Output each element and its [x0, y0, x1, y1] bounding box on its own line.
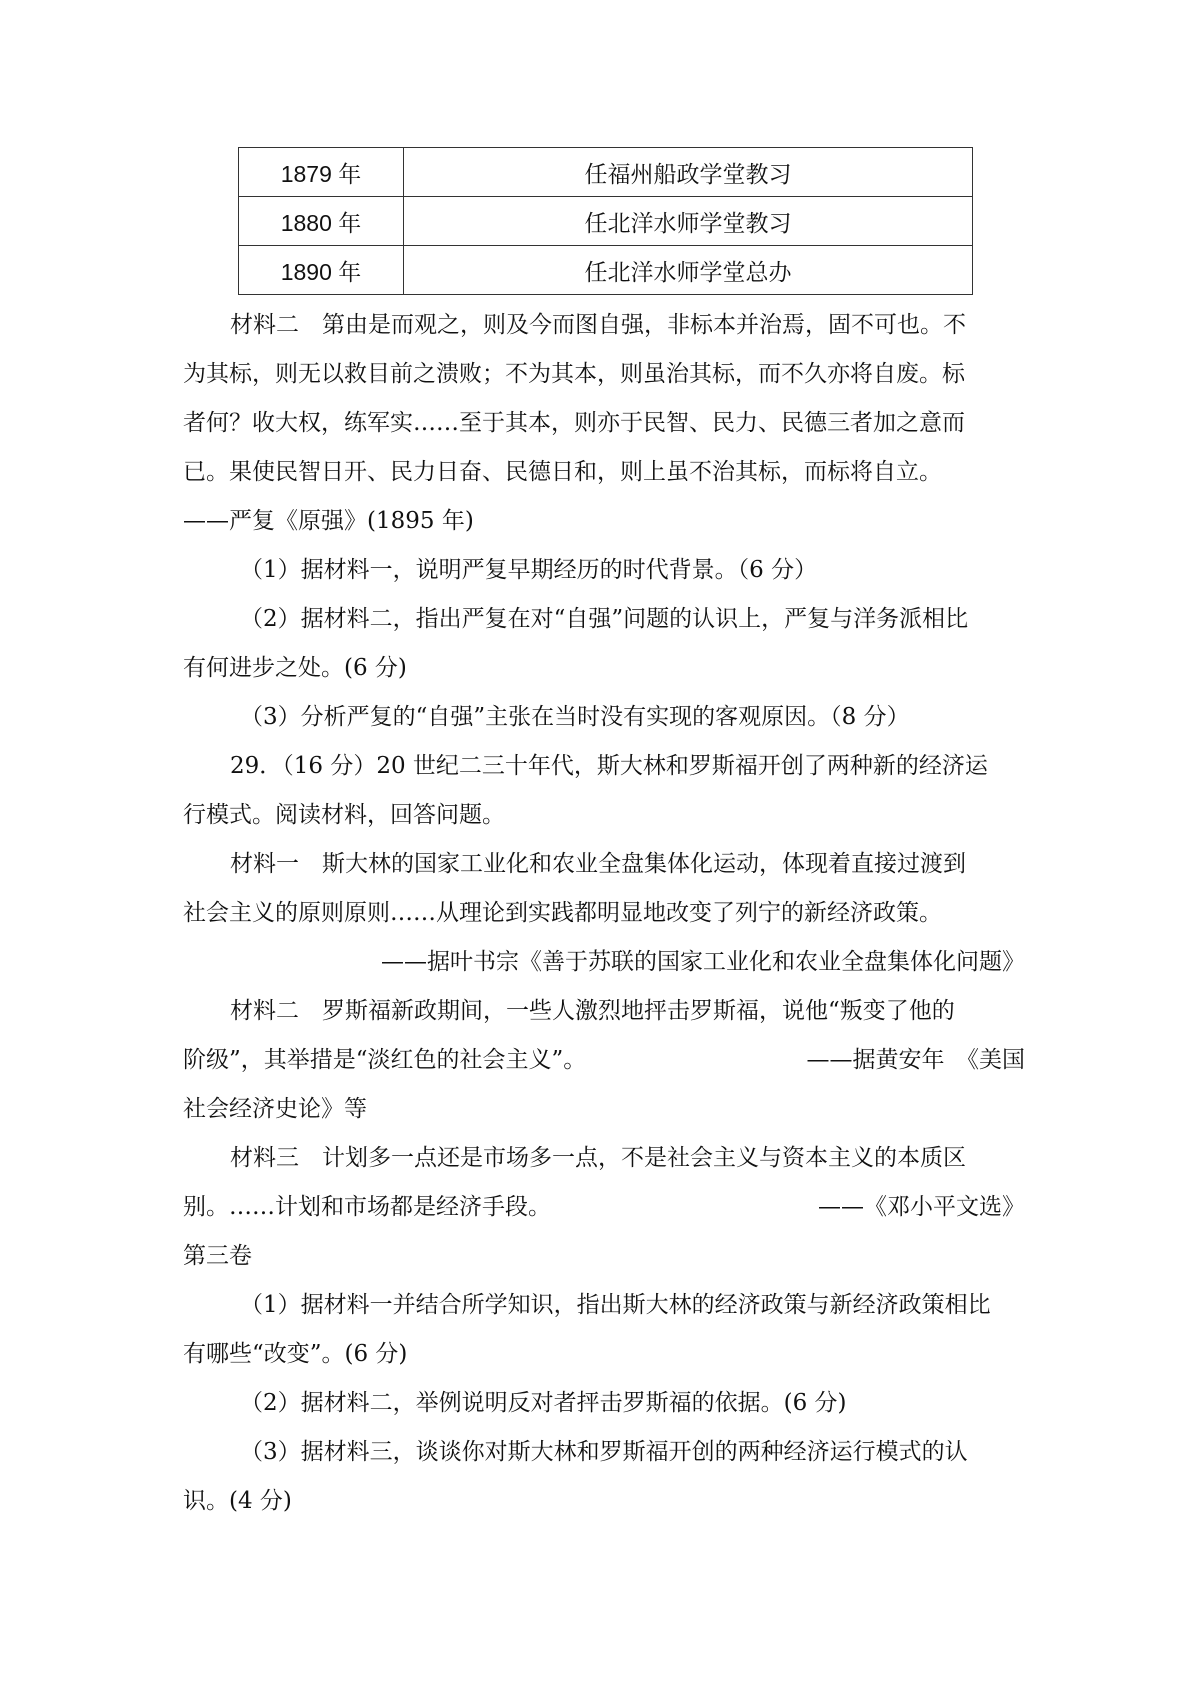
material2-line: 已。果使民智日开、民力日奋、民德日和，则上虽不治其标，而标将自立。	[183, 459, 942, 485]
year-cell: 1890 年	[239, 246, 404, 295]
deng-material-text: 别。……计划和市场都是经济手段。	[183, 1194, 551, 1220]
question-2: （2）据材料二，指出严复在对“自强”问题的认识上，严复与洋务派相比	[240, 606, 969, 632]
sub-question-1: （1）据材料一并结合所学知识，指出斯大林的经济政策与新经济政策相比	[240, 1292, 991, 1318]
material2-line: 为其标，则无以救目前之溃败；不为其本，则虽治其标，而不久亦将自废。标	[183, 361, 965, 387]
sub-question-2: （2）据材料二，举例说明反对者抨击罗斯福的依据。(6 分)	[240, 1390, 847, 1416]
deng-material-source: ——《邓小平文选》	[818, 1194, 1025, 1220]
material2-line: 材料二 第由是而观之，则及今而图自强，非标本并治焉，固不可也。不	[230, 312, 966, 338]
roosevelt-material-source: ——据黄安年 《美国	[806, 1047, 1025, 1073]
sub-question-1-cont: 有哪些“改变”。(6 分)	[183, 1341, 408, 1367]
table-row	[239, 246, 973, 295]
sub-question-3-cont: 识。(4 分)	[183, 1488, 292, 1514]
roosevelt-material-text: 阶级”，其举措是“淡红色的社会主义”。	[183, 1047, 587, 1073]
event-cell: 任北洋水师学堂总办	[404, 246, 973, 295]
question-1: （1）据材料一，说明严复早期经历的时代背景。（6 分）	[240, 557, 818, 583]
deng-material-line	[183, 1192, 1025, 1222]
event-cell: 任福州船政学堂教习	[404, 148, 973, 197]
year-cell: 1879 年	[239, 148, 404, 197]
sub-question-3: （3）据材料三，谈谈你对斯大林和罗斯福开创的两种经济运行模式的认	[240, 1439, 968, 1465]
question-3: （3）分析严复的“自强”主张在当时没有实现的客观原因。（8 分）	[240, 704, 910, 730]
stalin-material-line: 材料一 斯大林的国家工业化和农业全盘集体化运动，体现着直接过渡到	[230, 851, 966, 877]
material2-line: 者何？收大权，练军实……至于其本，则亦于民智、民力、民德三者加之意而	[183, 410, 965, 436]
volume-heading: 第三卷	[183, 1243, 252, 1269]
material2-source: ——严复《原强》(1895 年)	[183, 508, 474, 534]
yanfu-timeline-table	[238, 147, 973, 295]
question-2-cont: 有何进步之处。(6 分)	[183, 655, 407, 681]
roosevelt-material-line: 材料二 罗斯福新政期间，一些人激烈地抨击罗斯福，说他“叛变了他的	[230, 998, 955, 1024]
question-29-intro-cont: 行模式。阅读材料，回答问题。	[183, 802, 505, 828]
question-29-intro: 29．（16 分）20 世纪二三十年代，斯大林和罗斯福开创了两种新的经济运	[230, 753, 988, 779]
event-cell: 任北洋水师学堂教习	[404, 197, 973, 246]
table-row	[239, 197, 973, 246]
year-cell: 1880 年	[239, 197, 404, 246]
roosevelt-material-line	[183, 1045, 1025, 1075]
deng-material-line: 材料三 计划多一点还是市场多一点，不是社会主义与资本主义的本质区	[230, 1145, 966, 1171]
table-row	[239, 148, 973, 197]
roosevelt-material-source-cont: 社会经济史论》等	[183, 1096, 367, 1122]
stalin-material-line: 社会主义的原则原则……从理论到实践都明显地改变了列宁的新经济政策。	[183, 900, 942, 926]
stalin-material-source: ——据叶书宗《善于苏联的国家工业化和农业全盘集体化问题》	[381, 949, 1025, 975]
